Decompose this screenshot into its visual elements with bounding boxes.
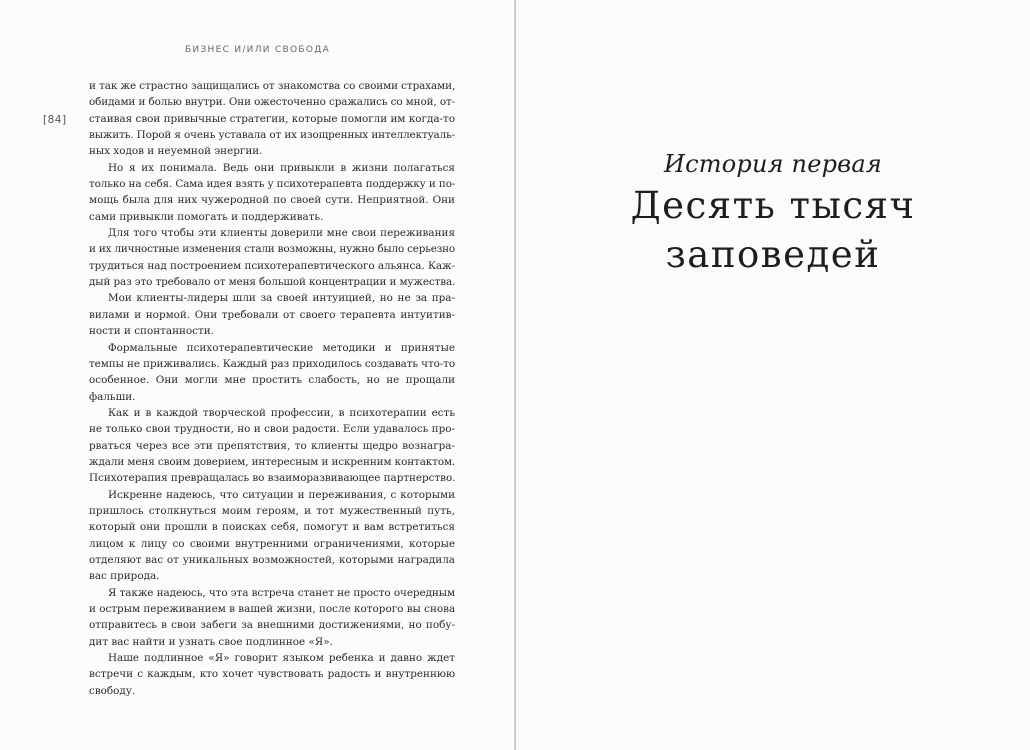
chapter-title-line-2: заповедей — [665, 233, 881, 276]
text-line: Формальные психотерапевтические методики и принятые — [108, 341, 455, 354]
text-line: стаивая свои привычные стратегии, которые помогли им когда-то — [89, 112, 455, 125]
page-number: [84] — [43, 114, 67, 126]
text-line: темпы не приживались. Каждый раз приходилось создавать что-то — [89, 357, 456, 370]
text-line: пришлось столкнуться моим героям, и тот мужественный путь, — [89, 504, 455, 517]
text-line: Я также надеюсь, что эта встреча станет не просто очередным — [108, 586, 455, 599]
text-line: отправитесь в свои забеги за внешними достижениями, но побу- — [89, 619, 455, 632]
text-line: и так же страстно защищались от знакомства со своими страхами, — [89, 80, 456, 92]
text-line: который они прошли в поисках себя, помогут и вам встретиться — [89, 521, 455, 534]
text-line: отделяют вас от уникальных возможностей, которыми наградила — [89, 553, 455, 566]
text-line: рваться через все эти препятствия, то клиенты щедро вознагра- — [89, 439, 455, 452]
text-line: выжить. Порой я очень уставала от их изощренных интеллектуаль- — [89, 129, 455, 142]
text-line: и их личностные изменения стали возможны, нужно было серьезно — [89, 243, 455, 256]
chapter-title-line-1: Десять тысяч — [630, 184, 916, 227]
text-line: ности и спонтанности. — [89, 325, 214, 338]
text-line: Наше подлинное «Я» говорит языком ребенка и давно ждет — [108, 652, 455, 665]
body-text — [89, 78, 455, 699]
text-line: встречи с каждым, кто хочет чувствовать радость и внутреннюю — [89, 668, 455, 681]
text-line: Психотерапия превращалась во взаиморазвивающее партнерство. — [89, 472, 456, 485]
text-line: Но я их понимала. Ведь они привыкли в жизни полагаться — [108, 161, 455, 174]
running-head: БИЗНЕС И/ИЛИ СВОБОДА — [184, 45, 331, 55]
text-line: сами привыкли помогать и поддерживать. — [89, 210, 324, 223]
story-label: История первая — [664, 150, 882, 178]
text-line: трудиться над построением психотерапевтического альянса. Каж- — [89, 259, 455, 272]
text-line: обидами и болью внутри. Они ожесточенно сражались со мной, от- — [89, 96, 455, 109]
chapter-title — [516, 181, 1030, 279]
text-line: вас природа. — [89, 570, 160, 583]
right-page — [516, 0, 1030, 750]
text-line: ных ходов и неуемной энергии. — [89, 145, 263, 158]
text-line: мощь была для них чужеродной по своей сути. Неприятной. Они — [89, 194, 455, 207]
text-line: дый раз это требовало от меня большой концентрации и мужества. — [89, 276, 456, 289]
text-line: Мои клиенты-лидеры шли за своей интуицией, но не за пра- — [108, 292, 455, 305]
text-line: Для того чтобы эти клиенты доверили мне свои переживания — [108, 227, 455, 240]
text-line: лицом к лицу со своими внутренними ограничениями, которые — [89, 537, 455, 550]
text-line: только на себя. Сама идея взять у психотерапевта поддержку и по- — [89, 178, 456, 191]
text-line: ждали меня своим доверием, интересным и искренним контактом. — [89, 455, 456, 468]
text-line: свободу. — [89, 684, 136, 697]
text-line: и острым переживанием в вашей жизни, после которого вы снова — [89, 603, 456, 615]
text-line: фальши. — [89, 390, 136, 403]
text-line: Как и в каждой творческой профессии, в психотерапии есть — [108, 406, 455, 419]
text-line: особенное. Они могли мне простить слабость, но не прощали — [89, 374, 455, 387]
text-line: вилами и нормой. Они требовали от своего терапевта интуитив- — [89, 308, 455, 321]
text-line: дит вас найти и узнать свое подлинное «Я». — [89, 635, 333, 648]
text-line: Искренне надеюсь, что ситуации и переживания, с которыми — [108, 488, 455, 501]
text-line: не только свои трудности, но и свои радости. Если удавалось про- — [89, 423, 455, 436]
